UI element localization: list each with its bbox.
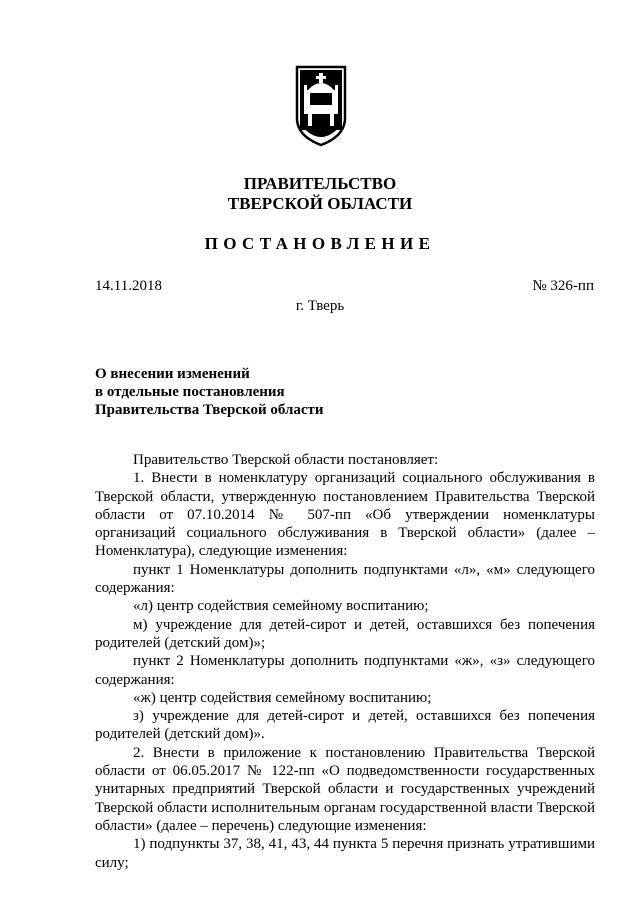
body-paragraph: пункт 1 Номенклатуры дополнить подпунктами «л», «м» следующего содержания:	[95, 561, 595, 597]
body-paragraph: Правительство Тверской области постановляет:	[133, 452, 439, 468]
document-type: ПОСТАНОВЛЕНИЕ	[204, 234, 436, 253]
subject-line1: О внесении изменений	[95, 366, 250, 382]
subject-line2: в отдельные постановления	[95, 384, 285, 400]
document-subject	[95, 365, 324, 419]
document-body	[95, 451, 595, 872]
body-paragraph: «л) центр содействия семейному воспитанию;	[133, 598, 429, 615]
coat-of-arms-icon	[294, 64, 348, 148]
body-paragraph: пункт 2 Номенклатуры дополнить подпунктами «ж», «з» следующего содержания:	[95, 653, 595, 688]
body-paragraph: з) учреждение для детей-сирот и детей, оставшихся без попечения родителей (детский дом)».	[95, 708, 595, 743]
body-paragraph: 1. Внести в номенклатуру организаций социального обслуживания в Тверской области, утвержденную постановлением Правительства Тверской области от 07.10.2014 № 507-пп «Об утверждении номенклатуры организаций социального обслуживания в Тверской области» (далее – Номенклатура), следующие изменения:	[95, 470, 595, 560]
document-city: г. Тверь	[295, 298, 345, 314]
body-paragraph: «ж) центр содействия семейному воспитанию;	[133, 689, 432, 706]
organization-name	[0, 174, 640, 214]
organization-name-line2: ТВЕРСКОЙ ОБЛАСТИ	[227, 194, 413, 213]
subject-line3: Правительства Тверской области	[95, 402, 324, 418]
organization-name-line1: ПРАВИТЕЛЬСТВО	[243, 174, 397, 193]
body-paragraph: 1) подпункты 37, 38, 41, 43, 44 пункта 5 перечня признать утратившими силу;	[95, 836, 595, 871]
document-number: № 326-пп	[532, 278, 594, 294]
document-date: 14.11.2018	[95, 278, 162, 294]
body-paragraph: м) учреждение для детей-сирот и детей, оставшихся без попечения родителей (детский дом)»;	[95, 616, 595, 651]
body-paragraph: 2. Внести в приложение к постановлению Правительства Тверской области от 06.05.2017 № 122-пп «О подведомственности государственных унитарных предприятий Тверской области и государственных учреждений Тверской области исполнительным органам государственной власти Тверской области» (далее – перечень) следующие изменения:	[95, 744, 595, 834]
